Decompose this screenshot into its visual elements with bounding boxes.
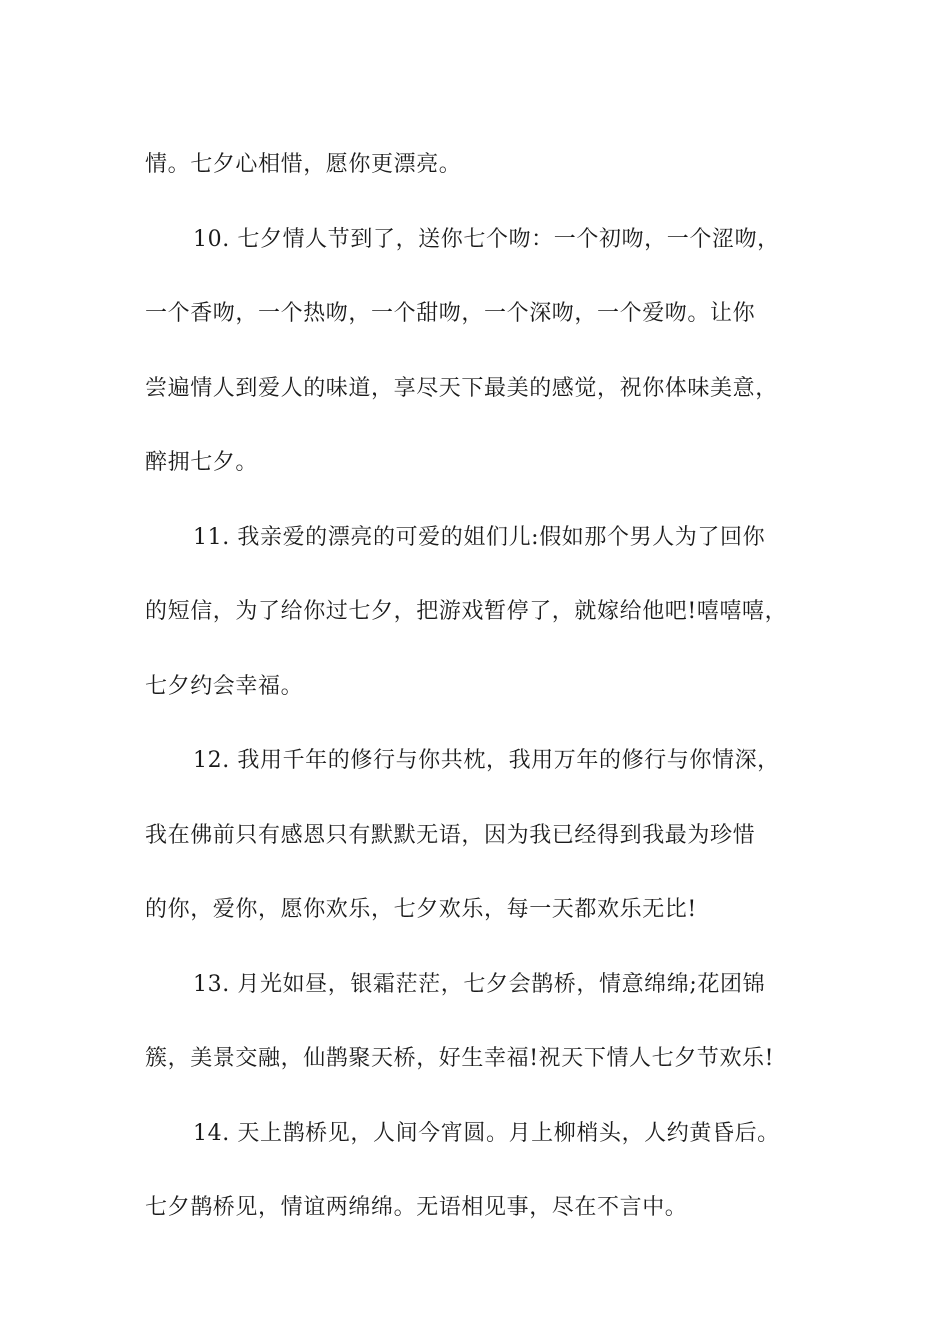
text-line-1: 情。七夕心相惜，愿你更漂亮。 (145, 152, 462, 177)
text-line-5: 醉拥七夕。 (145, 450, 259, 475)
text-line-8: 七夕约会幸福。 (145, 673, 304, 699)
text-line-11: 的你，爱你，愿你欢乐，七夕欢乐，每一天都欢乐无比! (145, 897, 697, 922)
text-line-13: 簇，美景交融，仙鹊聚天桥，好生幸福!祝天下情人七夕节欢乐! (145, 1046, 775, 1071)
text-line-15: 七夕鹊桥见，情谊两绵绵。无语相见事，尽在不言中。 (145, 1195, 688, 1220)
text-line-10: 我在佛前只有感恩只有默默无语，因为我已经得到我最为珍惜 (145, 822, 756, 848)
text-line-3: 一个香吻，一个热吻，一个甜吻，一个深吻，一个爱吻。让你 (145, 301, 756, 326)
text-line-4: 尝遍情人到爱人的味道，享尽天下最美的感觉，祝你体味美意， (145, 375, 778, 401)
text-line-6: 11. 我亲爱的漂亮的可爱的姐们儿:假如那个男人为了回你 (193, 524, 766, 550)
document-body (145, 128, 845, 1246)
text-line-14: 14. 天上鹊桥见，人间今宵圆。月上柳梢头，人约黄昏后。 (193, 1120, 780, 1146)
text-line-2: 10. 七夕情人节到了，送你七个吻：一个初吻，一个涩吻， (193, 226, 780, 252)
text-line-7: 的短信，为了给你过七夕，把游戏暂停了，就嫁给他吧!嘻嘻嘻， (145, 599, 788, 624)
text-line-9: 12. 我用千年的修行与你共枕，我用万年的修行与你情深， (193, 748, 780, 773)
text-line-12: 13. 月光如昼，银霜茫茫，七夕会鹊桥，情意绵绵;花团锦 (193, 971, 766, 997)
